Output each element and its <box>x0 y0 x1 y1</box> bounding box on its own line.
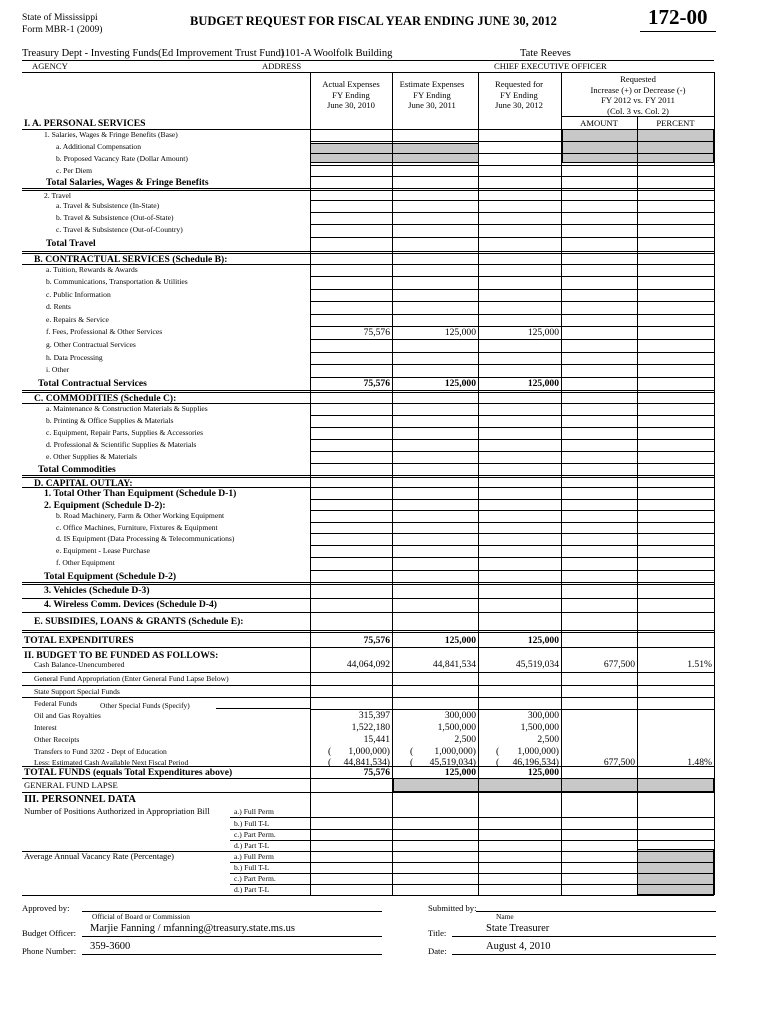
funding-value-v3: 2,500 <box>537 734 559 745</box>
code-underline <box>640 31 716 32</box>
funding-value-v1: 44,841,534) <box>343 757 390 768</box>
row-rule <box>310 200 714 201</box>
col4-header: Requested Increase (+) or Decrease (-) FY 2012 vs. FY 2011 (Col. 3 vs. Col. 2) <box>590 74 686 116</box>
row-rule <box>310 427 714 428</box>
row-rule <box>22 630 714 631</box>
row-rule <box>310 176 714 177</box>
row-label: 2. Travel <box>44 191 72 200</box>
col-divider-1 <box>310 72 311 895</box>
total-funds-col1: 75,576 <box>363 767 390 778</box>
row-rule <box>310 237 714 238</box>
budget-officer-label: Budget Officer: <box>22 928 77 938</box>
title-line <box>452 936 716 937</box>
col-divider-4 <box>561 72 562 895</box>
total-funds-col2: 125,000 <box>444 767 476 778</box>
page-title: BUDGET REQUEST FOR FISCAL YEAR ENDING JUNE 30, 2012 <box>190 14 557 28</box>
row-rule <box>310 141 714 142</box>
approved-by-label: Approved by: <box>22 903 70 913</box>
other-special-funds-label: Other Special Funds (Specify) <box>100 701 190 710</box>
name-label: Name <box>496 912 514 921</box>
funding-percent: 1.48% <box>687 757 712 768</box>
agency-address: 1101-A Woolfolk Building <box>280 48 393 59</box>
row-label: Total Salaries, Wages & Fringe Benefits <box>46 177 209 188</box>
row-rule <box>310 129 714 130</box>
row-label: E. SUBSIDIES, LOANS & GRANTS (Schedule E): <box>34 616 244 627</box>
col-divider-6 <box>714 72 715 895</box>
col4-header-rule <box>562 116 714 117</box>
general-fund-lapse-label: GENERAL FUND LAPSE <box>24 780 118 790</box>
positions-label: Number of Positions Authorized in Appropriation Bill <box>24 806 210 816</box>
funding-rule <box>310 709 714 710</box>
row-value-v3: 125,000 <box>527 327 559 338</box>
funding-rule <box>22 697 714 698</box>
col-divider-3 <box>478 72 479 895</box>
personnel-item-label: d.) Part T-L <box>234 841 270 850</box>
row-label: b. Printing & Office Supplies & Materials <box>46 416 174 425</box>
row-label: Total Commodities <box>38 464 116 475</box>
total-expenditures-col3: 125,000 <box>527 635 559 646</box>
row-label: e. Repairs & Service <box>46 315 109 324</box>
row-label: c. Equipment, Repair Parts, Supplies & Accessories <box>46 428 204 437</box>
row-label: B. CONTRACTUAL SERVICES (Schedule B): <box>34 254 228 265</box>
personnel-rule <box>230 829 714 830</box>
section-double-rule <box>22 251 714 252</box>
date-value: August 4, 2010 <box>486 941 551 952</box>
funding-value-v1: 44,064,092 <box>346 659 390 670</box>
row-label: c. Public Information <box>46 290 111 299</box>
title-value: State Treasurer <box>486 923 550 934</box>
header-rule <box>22 72 714 73</box>
row-rule <box>310 364 714 365</box>
row-rule <box>310 451 714 452</box>
row-label: f. Other Equipment <box>56 558 115 567</box>
row-rule <box>310 224 714 225</box>
form-number: Form MBR-1 (2009) <box>22 24 103 35</box>
row-value-v3: 125,000 <box>527 378 559 389</box>
row-label: b. Proposed Vacancy Rate (Dollar Amount) <box>56 154 188 163</box>
budget-officer-value: Marjie Fanning / mfanning@treasury.state.ms.us <box>90 923 295 934</box>
row-label: I. A. PERSONAL SERVICES <box>24 118 146 129</box>
funding-row-label: Less: Estimated Cash Available Next Fiscal Period <box>34 758 189 767</box>
row-value-v2: 125,000 <box>444 327 476 338</box>
funding-value-v2: 1,500,000 <box>437 722 476 733</box>
funding-row-label: Transfers to Fund 3202 - Dept of Education <box>34 747 167 756</box>
budget-officer-line <box>82 936 382 937</box>
funding-row-label: General Fund Appropriation (Enter General Fund Lapse Below) <box>34 674 229 683</box>
funding-value-v3: 45,519,034 <box>515 659 559 670</box>
row-label: c. Travel & Subsistence (Out-of-Country) <box>56 225 183 234</box>
col1-header: Actual Expenses FY Ending June 30, 2010 <box>322 79 380 110</box>
row-label: Total Equipment (Schedule D-2) <box>44 571 177 582</box>
date-label: Date: <box>428 946 447 956</box>
agency-label: AGENCY <box>32 61 68 71</box>
amount-header: AMOUNT <box>580 118 618 128</box>
funding-amount: 677,500 <box>603 659 635 670</box>
personnel-rule <box>230 873 714 874</box>
paren-open: ( <box>328 746 332 757</box>
row-label: a. Tuition, Rewards & Awards <box>46 265 138 274</box>
row-rule <box>310 499 714 500</box>
funding-amount: 677,500 <box>603 757 635 768</box>
row-rule <box>22 612 714 613</box>
funding-value-v1: 1,000,000) <box>348 746 390 757</box>
personnel-item-label: c.) Part Perm. <box>234 874 276 883</box>
paren-open: ( <box>328 757 332 768</box>
section-double-rule <box>22 390 714 391</box>
row-label: a. Additional Compensation <box>56 142 141 151</box>
agency-line <box>22 60 714 61</box>
section-double-rule <box>22 188 714 189</box>
funding-value-v3: 1,500,000 <box>520 722 559 733</box>
lapse-rule-top <box>22 778 714 779</box>
row-label: 3. Vehicles (Schedule D-3) <box>44 585 150 596</box>
funding-row-label: Oil and Gas Royalties <box>34 711 101 720</box>
total-funds-label: TOTAL FUNDS (equals Total Expenditures above) <box>24 767 233 778</box>
personnel-rule <box>230 840 714 841</box>
percent-header: PERCENT <box>656 118 695 128</box>
row-rule <box>310 510 714 511</box>
personnel-item-label: b.) Full T-L <box>234 819 270 828</box>
shaded-cell-lapse <box>393 778 714 792</box>
row-label: 4. Wireless Comm. Devices (Schedule D-4) <box>44 599 217 610</box>
row-rule <box>310 289 714 290</box>
row-label: b. Travel & Subsistence (Out-of-State) <box>56 213 174 222</box>
funding-value-v2: 2,500 <box>454 734 476 745</box>
vacancy-rate-label: Average Annual Vacancy Rate (Percentage) <box>24 851 174 861</box>
funding-value-v2: 44,841,534 <box>432 659 476 670</box>
total-expenditures-label: TOTAL EXPENDITURES <box>24 635 134 646</box>
funding-rule <box>22 685 714 686</box>
funding-value-v3: 300,000 <box>527 710 559 721</box>
row-label: C. COMMODITIES (Schedule C): <box>34 393 177 404</box>
funding-value-v1: 315,397 <box>358 710 390 721</box>
funding-rule <box>22 672 714 673</box>
row-label: 2. Equipment (Schedule D-2): <box>44 500 166 511</box>
row-rule <box>22 190 714 191</box>
personnel-rule <box>22 851 714 852</box>
funding-value-v3: 46,196,534) <box>512 757 559 768</box>
state-name: State of Mississippi <box>22 12 98 23</box>
row-rule <box>310 212 714 213</box>
row-label: b. Road Machinery, Farm & Other Working Equipment <box>56 511 225 520</box>
funding-row-label: Other Receipts <box>34 735 80 744</box>
section-double-rule <box>22 582 714 583</box>
personnel-rule <box>230 862 714 863</box>
total-expenditures-col1: 75,576 <box>363 635 390 646</box>
funding-value-v1: 15,441 <box>363 734 390 745</box>
row-label: c. Office Machines, Furniture, Fixtures & Equipment <box>56 523 218 532</box>
row-rule <box>310 557 714 558</box>
row-label: e. Other Supplies & Materials <box>46 452 137 461</box>
row-label: D. CAPITAL OUTLAY: <box>34 478 133 489</box>
funding-value-v3: 1,000,000) <box>517 746 559 757</box>
col3-header: Requested for FY Ending June 30, 2012 <box>495 79 543 110</box>
submitted-by-label: Submitted by: <box>428 903 477 913</box>
col2-header: Estimate Expenses FY Ending June 30, 2011 <box>399 79 465 110</box>
total-exp-rule-bottom <box>22 647 714 648</box>
row-label: Total Travel <box>46 238 96 249</box>
row-label: a. Travel & Subsistence (In-State) <box>56 201 160 210</box>
phone-number-value: 359-3600 <box>90 941 131 952</box>
personnel-item-label: a.) Full Perm <box>234 852 274 861</box>
phone-number-label: Phone Number: <box>22 946 77 956</box>
row-value-v2: 125,000 <box>444 378 476 389</box>
funding-row-label: State Support Special Funds <box>34 687 120 696</box>
row-label: g. Other Contractual Services <box>46 340 136 349</box>
row-label: d. IS Equipment (Data Processing & Telecommunications) <box>56 534 235 543</box>
total-funds-col3: 125,000 <box>527 767 559 778</box>
agency-name: Treasury Dept - Investing Funds(Ed Improvement Trust Fund) <box>22 48 285 59</box>
row-rule <box>310 339 714 340</box>
row-rule <box>310 463 714 464</box>
personnel-item-label: a.) Full Perm <box>234 807 274 816</box>
row-rule <box>310 153 714 154</box>
personnel-rule <box>230 817 714 818</box>
row-rule <box>310 545 714 546</box>
row-rule <box>310 522 714 523</box>
row-label: e. Equipment - Lease Purchase <box>56 546 150 555</box>
row-rule <box>310 276 714 277</box>
lapse-rule-bottom <box>22 792 714 793</box>
shaded-cell-vacancy <box>637 849 714 895</box>
row-label: d. Professional & Scientific Supplies & Materials <box>46 440 197 449</box>
funding-value-v2: 45,519,034) <box>429 757 476 768</box>
funding-value-v1: 1,522,180 <box>351 722 390 733</box>
personnel-heading: III. PERSONNEL DATA <box>24 794 136 805</box>
row-label: b. Communications, Transportation & Utilities <box>46 277 188 286</box>
personnel-item-label: d.) Part T-L <box>234 885 270 894</box>
total-exp-rule-top <box>22 632 714 633</box>
chief-officer-name: Tate Reeves <box>520 48 571 59</box>
funding-row-label: Cash Balance-Unencumbered <box>34 660 125 669</box>
paren-open: ( <box>410 746 414 757</box>
personnel-rule <box>230 884 714 885</box>
section-double-rule <box>22 475 714 476</box>
row-label: c. Per Diem <box>56 166 93 175</box>
row-label: 1. Total Other Than Equipment (Schedule D-1) <box>44 488 237 499</box>
funding-row-label: Interest <box>34 723 57 732</box>
officer-label: CHIEF EXECUTIVE OFFICER <box>494 61 607 71</box>
row-label: d. Rents <box>46 302 71 311</box>
col-divider-2 <box>392 72 393 895</box>
row-value-v1: 75,576 <box>363 327 390 338</box>
funding-percent: 1.51% <box>687 659 712 670</box>
phone-number-line <box>82 954 382 955</box>
funding-value-v2: 1,000,000) <box>434 746 476 757</box>
row-rule <box>310 352 714 353</box>
paren-open: ( <box>496 746 500 757</box>
row-label: Total Contractual Services <box>38 378 147 389</box>
funding-value-v2: 300,000 <box>444 710 476 721</box>
paren-open: ( <box>496 757 500 768</box>
title-label: Title: <box>428 928 447 938</box>
address-label: ADDRESS <box>262 61 302 71</box>
row-label: 1. Salaries, Wages & Fringe Benefits (Base) <box>44 130 178 139</box>
table-bottom-rule <box>22 895 714 896</box>
row-label: i. Other <box>46 365 70 374</box>
shaded-cell-increase <box>562 129 714 163</box>
row-rule <box>310 439 714 440</box>
row-label: a. Maintenance & Construction Materials & Supplies <box>46 404 208 413</box>
row-value-v1: 75,576 <box>363 378 390 389</box>
funding-heading: II. BUDGET TO BE FUNDED AS FOLLOWS: <box>24 650 219 661</box>
total-expenditures-col2: 125,000 <box>444 635 476 646</box>
row-rule <box>310 301 714 302</box>
row-rule <box>310 570 714 571</box>
official-label: Official of Board or Commission <box>92 912 190 921</box>
row-label: h. Data Processing <box>46 353 103 362</box>
row-label: f. Fees, Professional & Other Services <box>46 327 163 336</box>
date-line <box>452 954 716 955</box>
paren-open: ( <box>410 757 414 768</box>
budget-code: 172-00 <box>648 5 708 29</box>
row-rule <box>310 533 714 534</box>
other-special-funds-line <box>216 708 310 709</box>
personnel-item-label: b.) Full T-L <box>234 863 270 872</box>
row-rule <box>310 415 714 416</box>
funding-row-label: Federal Funds <box>34 699 78 708</box>
row-rule <box>310 314 714 315</box>
personnel-item-label: c.) Part Perm. <box>234 830 276 839</box>
row-rule <box>310 165 714 166</box>
